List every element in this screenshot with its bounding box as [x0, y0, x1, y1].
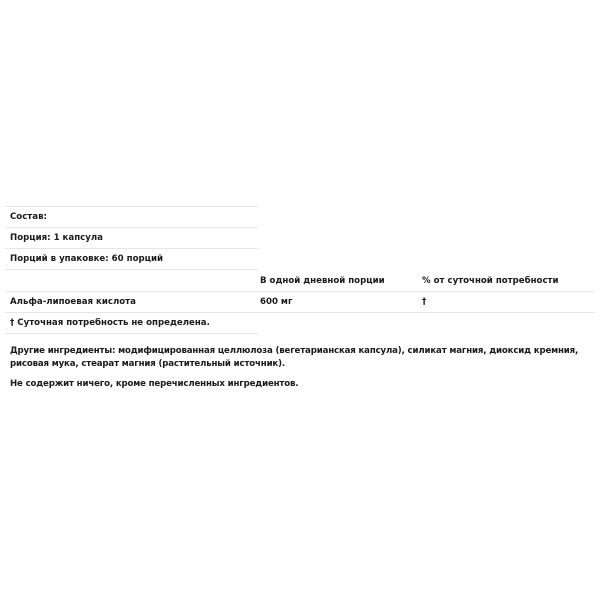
ingredient-amount: 600 мг — [260, 297, 293, 307]
serving-size-row — [5, 228, 258, 249]
ingredient-name: Альфа-липоевая кислота — [10, 297, 136, 307]
table-row — [5, 292, 595, 313]
servings-per-container-row — [5, 249, 258, 270]
other-ingredients: Другие ингредиенты: модифицированная целлюлоза (вегетарианская капсула), силикат магния, диоксид кремния, рисовая мука, стеарат магния (растительный источник). — [10, 346, 579, 369]
table-header-row — [5, 271, 595, 292]
ingredient-daily-value: † — [422, 297, 427, 307]
footnote: † Суточная потребность не определена. — [10, 318, 210, 328]
composition-label: Состав: — [10, 212, 47, 222]
column-header-daily-value: % от суточной потребности — [422, 276, 559, 286]
serving-size: Порция: 1 капсула — [10, 233, 103, 243]
servings-per-container: Порций в упаковке: 60 порций — [10, 254, 164, 264]
free-from-statement: Не содержит ничего, кроме перечисленных ингредиентов. — [10, 379, 299, 389]
column-header-amount: В одной дневной порции — [260, 276, 385, 286]
footnote-row — [5, 313, 258, 334]
composition-row — [5, 207, 258, 228]
